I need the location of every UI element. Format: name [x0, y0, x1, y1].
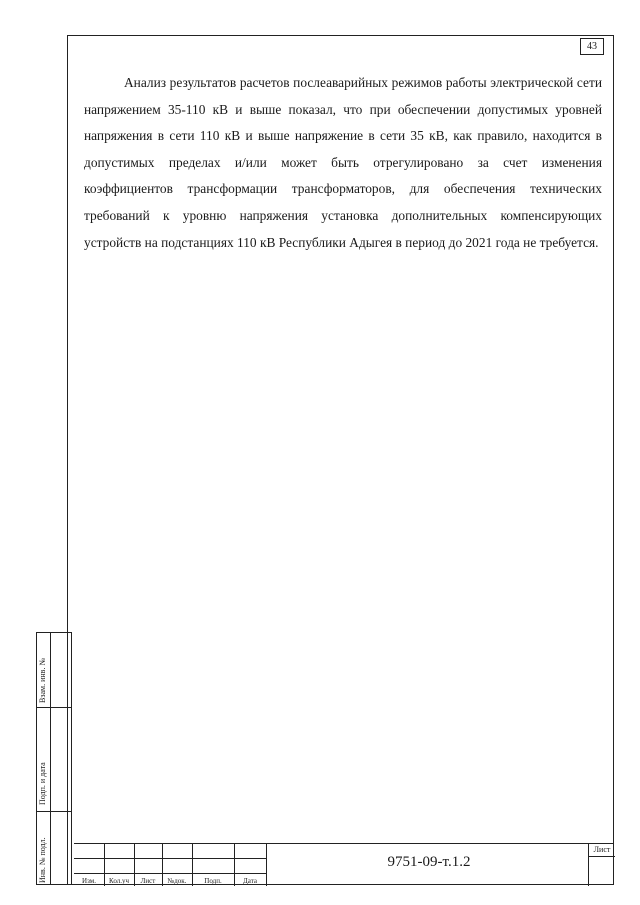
header-sheet: Лист: [140, 877, 156, 885]
replace-inv-label: Взам. инв. №: [38, 657, 47, 703]
strip-line: [37, 811, 71, 812]
header-qty: Кол.уч: [109, 877, 129, 885]
inv-orig-label: Инв. № подл.: [38, 837, 47, 883]
revision-grid: [74, 844, 266, 886]
title-block: [74, 843, 614, 885]
sign-date-label: Подп. и дата: [38, 762, 47, 805]
page-number: 43: [580, 38, 604, 55]
header-doc-no: №док.: [167, 877, 187, 885]
header-date: Дата: [243, 877, 257, 885]
title-separator: [266, 844, 267, 886]
header-sign: Подп.: [204, 877, 222, 885]
strip-divider: [50, 633, 51, 884]
header-change: Изм.: [82, 877, 96, 885]
binding-strip: [36, 632, 72, 885]
sheet-label: Лист: [593, 845, 611, 854]
document-code: 9751-09-т.1.2: [387, 854, 471, 870]
strip-line: [37, 707, 71, 708]
body-paragraph: Анализ результатов расчетов послеаварийных режимов работы электрической сети напряжением 35-110 кВ и выше показал, что при обеспечении допустимых уровней напряжения в сети 110 кВ и выше напряжение в сети 35 кВ, как правило, находится в допустимых пределах и/или может быть отрегулировано за счет изменения коэффициентов трансформации трансформаторов, для обеспечения технических требований к уровню напряжения установка дополнительных компенсирующих устройств на подстанциях 110 кВ Республики Адыгея в период до 2021 года не требуется.: [84, 75, 602, 250]
sheet-box: [588, 844, 614, 886]
